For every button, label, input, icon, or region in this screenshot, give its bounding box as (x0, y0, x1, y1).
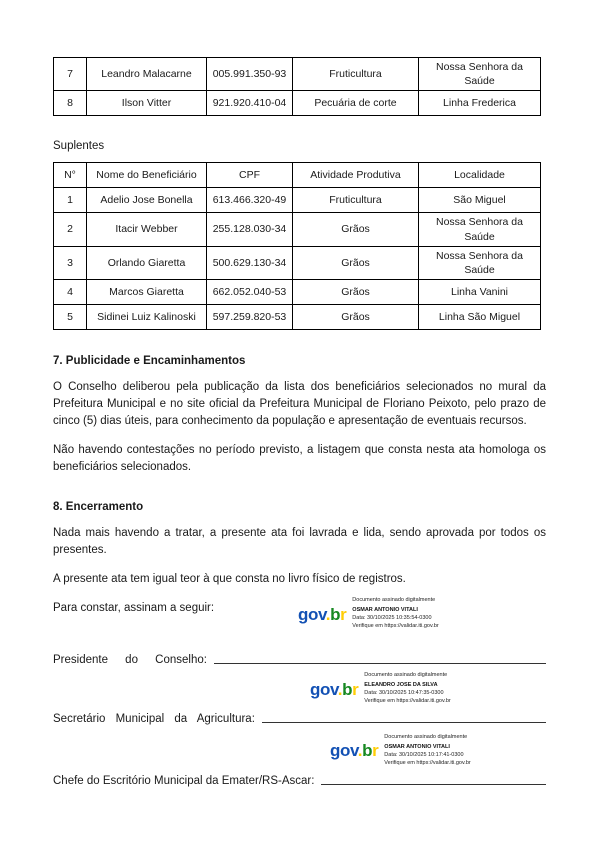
signature-row-secretario (53, 713, 546, 725)
cell-cpf: 921.920.410-04 (207, 91, 293, 116)
cell-nome: Adelio Jose Bonella (87, 188, 207, 213)
signature-line (321, 784, 546, 785)
cell-atividade: Fruticultura (293, 188, 419, 213)
signature-row-chefe-emater (53, 775, 546, 787)
govbr-logo-dot: . (337, 679, 343, 699)
cell-localidade: São Miguel (419, 188, 541, 213)
govbr-logo-gov: gov (330, 741, 358, 761)
cell-numero: 4 (54, 280, 87, 305)
cell-atividade: Grãos (293, 280, 419, 305)
govbr-logo (310, 681, 358, 698)
cell-localidade: Nossa Senhora da Saúde (419, 213, 541, 246)
govbr-logo-b: b (362, 741, 373, 761)
govbr-logo-dot: . (325, 604, 331, 624)
cell-cpf: 005.991.350-93 (207, 58, 293, 91)
cell-atividade: Grãos (293, 305, 419, 330)
cell-cpf: 613.466.320-49 (207, 188, 293, 213)
govbr-logo-b: b (330, 604, 341, 624)
signature-line (214, 663, 546, 664)
header-cpf: CPF (207, 163, 293, 188)
cell-nome: Marcos Giaretta (87, 280, 207, 305)
cell-cpf: 500.629.130-34 (207, 246, 293, 279)
stamp-header: Documento assinado digitalmente (384, 734, 468, 741)
cell-cpf: 255.128.030-34 (207, 213, 293, 246)
table-row (54, 280, 541, 305)
govbr-logo-b: b (342, 679, 353, 699)
cell-nome: Orlando Giaretta (87, 246, 207, 279)
govbr-signature-stamp (310, 672, 546, 706)
section7-paragraph-2: Não havendo contestações no período previsto, a listagem que consta nesta ata homologa os beneficiários selecionados. (53, 444, 546, 474)
cell-localidade: Nossa Senhora da Saúde (419, 58, 541, 91)
section8-paragraph-2: A presente ata tem igual teor à que consta no livro físico de registros. (53, 573, 406, 586)
stamp-verify-url: Verifique em https://validar.iti.gov.br (364, 698, 451, 705)
table-row (54, 58, 541, 91)
stamp-text-block (352, 597, 438, 631)
cell-numero: 7 (54, 58, 87, 91)
stamp-header: Documento assinado digitalmente (352, 597, 436, 604)
stamp-signer-name: OSMAR ANTONIO VITALI (384, 744, 450, 750)
govbr-logo-gov: gov (310, 679, 338, 699)
section8-paragraph-1: Nada mais havendo a tratar, a presente ata foi lavrada e lida, sendo aprovada por todos os presentes. (53, 527, 546, 557)
suplentes-heading: Suplentes (53, 140, 105, 153)
govbr-logo-dot: . (357, 741, 363, 761)
para-constar-row (53, 597, 546, 647)
govbr-logo-r: r (352, 679, 359, 699)
cell-atividade: Grãos (293, 246, 419, 279)
signature-label: Chefe do Escritório Municipal da Emater/RS-Ascar: (53, 774, 315, 787)
cell-localidade: Linha Vanini (419, 280, 541, 305)
cell-numero: 2 (54, 213, 87, 246)
govbr-logo-r: r (340, 604, 347, 624)
stamp-text-block (364, 672, 450, 706)
header-nome: Nome do Beneficiário (87, 163, 207, 188)
cell-numero: 3 (54, 246, 87, 279)
table-row (54, 188, 541, 213)
govbr-signature-stamp (298, 597, 439, 631)
cell-cpf: 662.052.040-53 (207, 280, 293, 305)
cell-numero: 1 (54, 188, 87, 213)
section8-paragraph-3: Para constar, assinam a seguir: (53, 602, 215, 615)
cell-nome: Leandro Malacarne (87, 58, 207, 91)
stamp-header: Documento assinado digitalmente (364, 672, 448, 679)
cell-numero: 5 (54, 305, 87, 330)
govbr-logo (330, 742, 378, 759)
stamp-date: Data: 30/10/2025 10:17:41-0300 (384, 751, 464, 758)
cell-nome: Itacir Webber (87, 213, 207, 246)
section8-heading: 8. Encerramento (53, 501, 144, 514)
cell-nome: Ilson Vitter (87, 91, 207, 116)
govbr-logo-r: r (372, 741, 379, 761)
signature-line (262, 722, 546, 723)
section7-heading: 7. Publicidade e Encaminhamentos (53, 355, 246, 368)
cell-localidade: Nossa Senhora da Saúde (419, 246, 541, 279)
signature-label: Presidente do Conselho: (53, 654, 207, 667)
cell-atividade: Grãos (293, 213, 419, 246)
govbr-logo-gov: gov (298, 604, 326, 624)
govbr-logo (298, 606, 346, 623)
titulares-table (53, 57, 541, 116)
cell-numero: 8 (54, 91, 87, 116)
section7-paragraph-1: O Conselho deliberou pela publicação da lista dos beneficiários selecionados no mural da Prefeitura Municipal e no site oficial da Prefeitura Municipal de Floriano Peixoto, pelo prazo de cinco (5) dias úteis, para conhecimento da população e apresentação de eventuais recursos. (53, 381, 546, 428)
table-header-row (54, 163, 541, 188)
signature-label: Secretário Municipal da Agricultura: (53, 713, 255, 726)
cell-localidade: Linha São Miguel (419, 305, 541, 330)
cell-atividade: Pecuária de corte (293, 91, 419, 116)
stamp-signer-name: OSMAR ANTONIO VITALI (352, 607, 418, 614)
govbr-signature-stamp (330, 734, 546, 768)
table-row (54, 246, 541, 279)
table-row (54, 305, 541, 330)
cell-atividade: Fruticultura (293, 58, 419, 91)
signature-row-presidente (53, 654, 546, 666)
cell-cpf: 597.259.820-53 (207, 305, 293, 330)
table-row (54, 91, 541, 116)
stamp-verify-url: Verifique em https://validar.iti.gov.br (352, 623, 439, 630)
header-numero: N° (54, 163, 87, 188)
cell-nome: Sidinei Luiz Kalinoski (87, 305, 207, 330)
stamp-date: Data: 30/10/2025 10:47:35-0300 (364, 690, 444, 697)
stamp-text-block (384, 734, 470, 768)
header-atividade: Atividade Produtiva (293, 163, 419, 188)
stamp-signer-name: ELEANDRO JOSE DA SILVA (364, 682, 438, 689)
header-localidade: Localidade (419, 163, 541, 188)
stamp-verify-url: Verifique em https://validar.iti.gov.br (384, 759, 471, 766)
table-row (54, 213, 541, 246)
suplentes-table (53, 162, 541, 330)
stamp-date: Data: 30/10/2025 10:35:54-0300 (352, 615, 432, 622)
cell-localidade: Linha Frederica (419, 91, 541, 116)
